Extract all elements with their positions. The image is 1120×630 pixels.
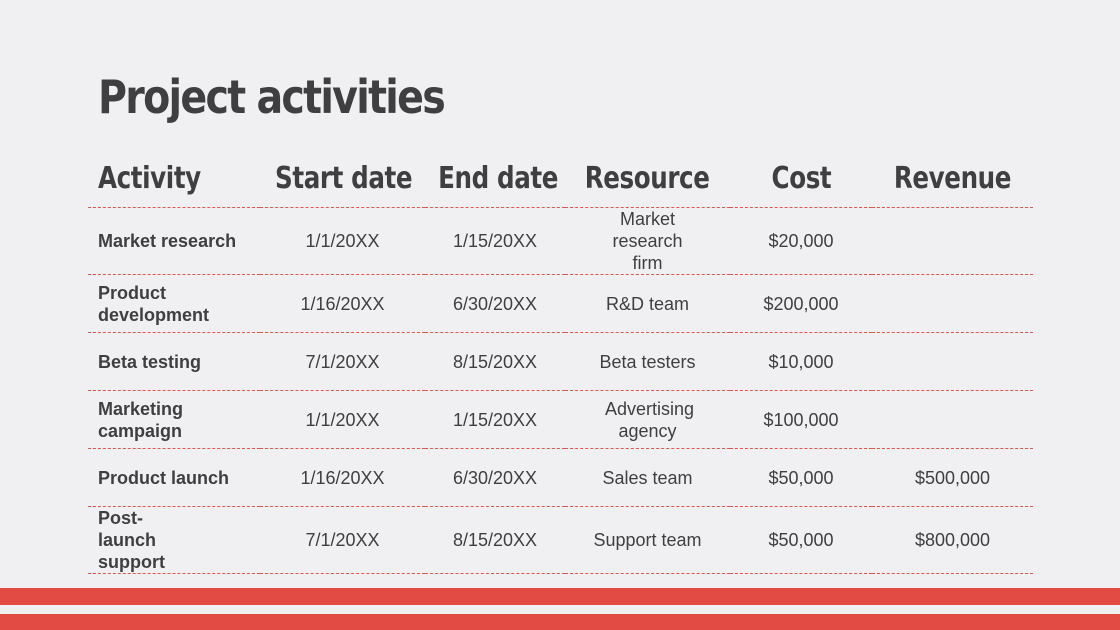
cell-start-date: 1/16/20XX xyxy=(260,275,425,333)
footer-stripe-bottom xyxy=(0,614,1120,630)
cell-activity: Beta testing xyxy=(88,333,260,391)
cell-cost: $10,000 xyxy=(730,333,872,391)
cell-end-date: 8/15/20XX xyxy=(425,333,565,391)
header-activity: Activity xyxy=(88,150,260,208)
table-row xyxy=(88,449,1033,507)
header-cost: Cost xyxy=(730,150,872,208)
header-end-date: End date xyxy=(425,150,565,208)
cell-resource: Sales team xyxy=(565,449,730,507)
cell-end-date: 8/15/20XX xyxy=(425,507,565,574)
header-revenue: Revenue xyxy=(872,150,1033,208)
activities-table xyxy=(88,150,1033,574)
header-start-date: Start date xyxy=(260,150,425,208)
slide-title: Project activities xyxy=(98,70,445,124)
cell-start-date: 1/1/20XX xyxy=(260,208,425,275)
cell-end-date: 1/15/20XX xyxy=(425,208,565,275)
cell-end-date: 6/30/20XX xyxy=(425,275,565,333)
cell-activity: Product development xyxy=(88,275,260,333)
cell-cost: $50,000 xyxy=(730,507,872,574)
table-row xyxy=(88,333,1033,391)
cell-end-date: 1/15/20XX xyxy=(425,391,565,449)
cell-resource: Beta testers xyxy=(565,333,730,391)
cell-cost: $20,000 xyxy=(730,208,872,275)
table-header-row xyxy=(88,150,1033,208)
cell-activity: Market research xyxy=(88,208,260,275)
footer-stripe-top xyxy=(0,588,1120,605)
cell-resource: Market research firm xyxy=(565,208,730,275)
cell-resource: Support team xyxy=(565,507,730,574)
cell-revenue: $800,000 xyxy=(872,507,1033,574)
table-row xyxy=(88,275,1033,333)
cell-cost: $100,000 xyxy=(730,391,872,449)
cell-cost: $50,000 xyxy=(730,449,872,507)
cell-resource: R&D team xyxy=(565,275,730,333)
header-resource: Resource xyxy=(565,150,730,208)
cell-activity: Post-launch support xyxy=(88,507,260,574)
cell-activity: Product launch xyxy=(88,449,260,507)
cell-revenue: $500,000 xyxy=(872,449,1033,507)
cell-revenue xyxy=(872,333,1033,391)
table-row xyxy=(88,208,1033,275)
cell-activity: Marketing campaign xyxy=(88,391,260,449)
cell-revenue xyxy=(872,208,1033,275)
cell-revenue xyxy=(872,391,1033,449)
cell-cost: $200,000 xyxy=(730,275,872,333)
cell-end-date: 6/30/20XX xyxy=(425,449,565,507)
table-row xyxy=(88,391,1033,449)
table-row xyxy=(88,507,1033,574)
cell-resource: Advertising agency xyxy=(565,391,730,449)
cell-start-date: 7/1/20XX xyxy=(260,507,425,574)
cell-start-date: 1/1/20XX xyxy=(260,391,425,449)
cell-revenue xyxy=(872,275,1033,333)
cell-start-date: 1/16/20XX xyxy=(260,449,425,507)
cell-start-date: 7/1/20XX xyxy=(260,333,425,391)
